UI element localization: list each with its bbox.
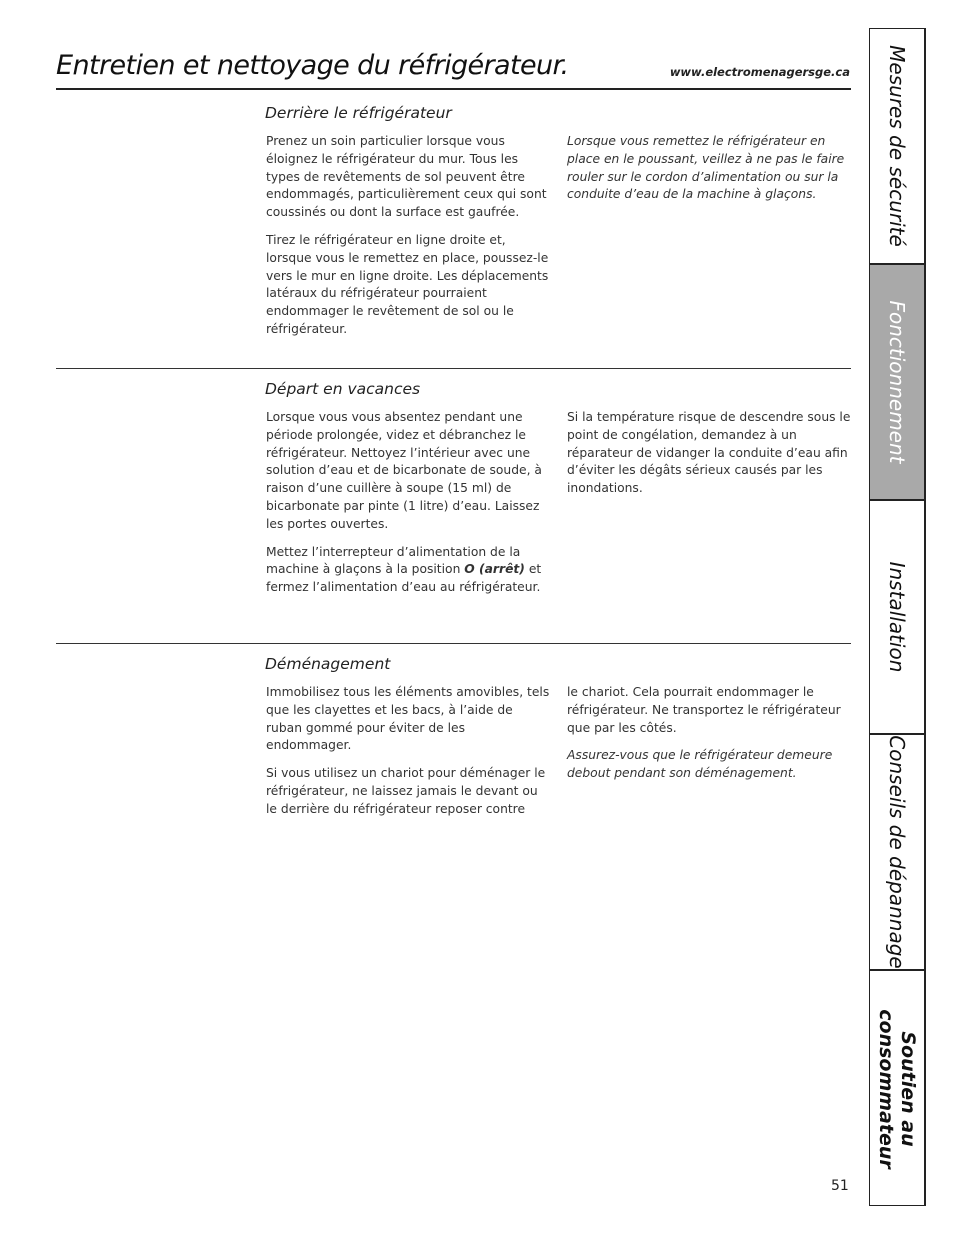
- tab-label: Fonctionnement: [885, 300, 909, 464]
- section-behind-fridge-left-column: [266, 133, 551, 349]
- paragraph: Immobilisez tous les éléments amovibles, tels que les clayettes et les bacs, à l’aide de ruban gommé pour éviter de les endommager.: [266, 685, 550, 753]
- tab-consumer-support[interactable]: [870, 971, 924, 1207]
- emphasis-off-position: O (arrêt): [464, 562, 525, 577]
- text-run: Mettez l’interrepteur d’alimentation de la machine à glaçons à la position: [266, 544, 521, 577]
- section-heading-vacation: Départ en vacances: [265, 380, 421, 398]
- paragraph: Si la température risque de descendre sous le point de congélation, demandez à un réparateur de vidanger la conduite d’eau afin d’éviter les dégâts sérieux causés par les inondations.: [567, 410, 851, 496]
- section-moving-right-column: [567, 684, 852, 793]
- page-title: Entretien et nettoyage du réfrigérateur.: [56, 50, 569, 81]
- text-run: et fermez l’alimentation d’eau au réfrigérateur.: [266, 562, 542, 595]
- tab-label: Conseils de dépannage: [885, 735, 909, 969]
- paragraph: Prenez un soin particulier lorsque vous éloignez le réfrigérateur du mur. Tous les types de revêtements de sol peuvent être endommagés, particulièrement ceux qui sont coussinés ou dont la surface est gaufrée.: [266, 134, 547, 220]
- tab-label: Soutien au consommateur: [875, 1009, 919, 1169]
- paragraph-note: Lorsque vous remettez le réfrigérateur en place en le poussant, veillez à ne pas le faire rouler sur le cordon d’alimentation ou sur la conduite d’eau de la machine à glaçons.: [567, 134, 845, 202]
- tab-safety[interactable]: [870, 29, 924, 265]
- tab-label: Installation: [885, 561, 909, 673]
- section-vacation-right-column: [567, 409, 852, 508]
- section-divider: [56, 643, 851, 644]
- section-behind-fridge-right-column: [567, 133, 852, 214]
- page-number: 51: [831, 1178, 849, 1194]
- section-heading-moving: Déménagement: [265, 655, 391, 673]
- paragraph-note: Assurez-vous que le réfrigérateur demeure debout pendant son déménagement.: [567, 748, 833, 781]
- paragraph: le chariot. Cela pourrait endommager le réfrigérateur. Ne transportez le réfrigérateur que par les côtés.: [567, 685, 841, 735]
- section-heading-behind-fridge: Derrière le réfrigérateur: [265, 104, 452, 122]
- side-tab-bar: [869, 28, 926, 1206]
- paragraph: Lorsque vous vous absentez pendant une période prolongée, videz et débranchez le réfrigérateur. Nettoyez l’intérieur avec une solution d’eau et de bicarbonate de soude, à raison d’une cuillère à soupe (15 ml) de bicarbonate par pinte (1 litre) d’eau. Laissez les portes ouvertes.: [266, 410, 542, 531]
- paragraph-icemaker-switch: [266, 544, 551, 597]
- tab-installation[interactable]: [870, 501, 924, 735]
- section-moving-left-column: [266, 684, 551, 829]
- section-divider: [56, 368, 851, 369]
- title-divider: [56, 88, 851, 90]
- paragraph: Si vous utilisez un chariot pour déménager le réfrigérateur, ne laissez jamais le devant ou le derrière du réfrigérateur reposer contre: [266, 766, 546, 816]
- section-vacation-left-column: [266, 409, 551, 607]
- tab-label: Mesures de sécurité: [885, 45, 909, 247]
- paragraph: Tirez le réfrigérateur en ligne droite et, lorsque vous le remettez en place, poussez-le vers le mur en ligne droite. Les déplacements latéraux du réfrigérateur pourraient endommager le revêtement de sol ou le réfrigérateur.: [266, 232, 549, 336]
- website-url[interactable]: www.electromenagersge.ca: [669, 65, 850, 79]
- tab-troubleshooting[interactable]: [870, 735, 924, 971]
- tab-operation[interactable]: [870, 265, 924, 501]
